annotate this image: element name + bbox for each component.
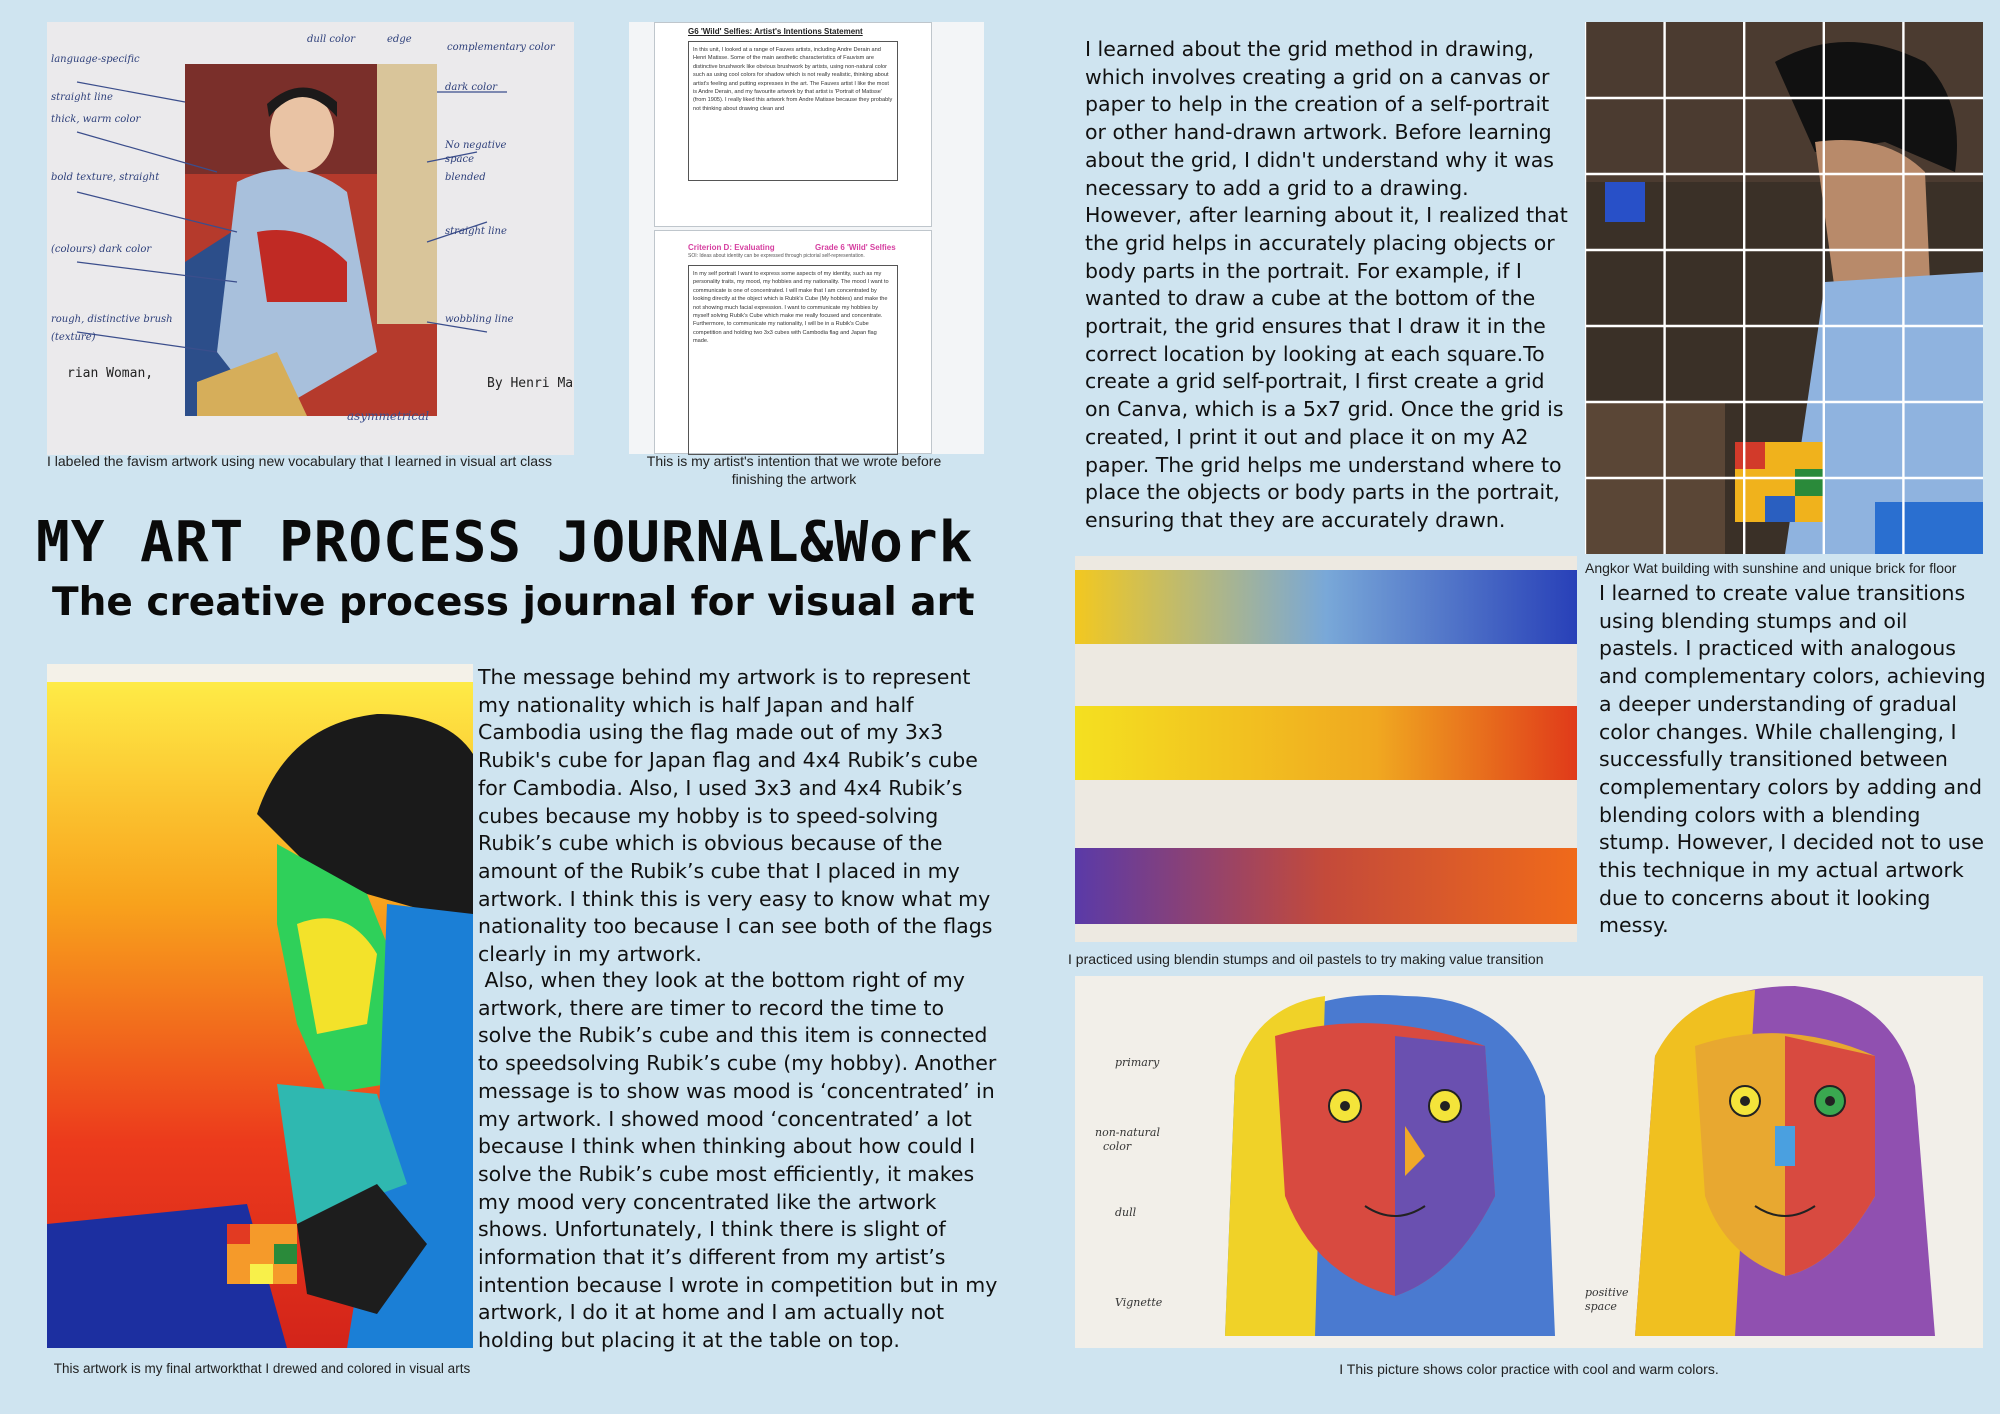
doc-header-2-left: Criterion D: Evaluating — [688, 243, 775, 252]
svg-text:dark color: dark color — [445, 82, 498, 93]
final-artwork-photo — [47, 664, 473, 1348]
svg-text:straight line: straight line — [51, 92, 113, 103]
value-transition-illustration — [1075, 556, 1577, 942]
svg-text:edge: edge — [387, 34, 412, 45]
doc-body-2: In my self portrait I want to express some aspects of my identity, such as my personality traits, my mood, my hobbies and my nationality. The mood I want to communicate is one of concentrated. I will make that I am concentrated by looking directly at the object which is Rubik's Cube (My hobbies) and make the not showing much facial expression. I want to communicate my hobbies by myself solving Rubik's Cube which make me really focused and concentrate. Furthermore, to communicate my nationality, I will be in a Rubik's Cube competition and holding two 3x3 cubes with Cambodia flag and Japan flag made. — [688, 265, 898, 455]
color-practice-caption: I This picture shows color practice with cool and warm colors. — [1339, 1361, 1719, 1377]
svg-text:(texture): (texture) — [51, 332, 96, 343]
svg-text:bold texture, straight: bold texture, straight — [51, 172, 160, 183]
doc-header-1: G6 'Wild' Selfies: Artist's Intentions Statement — [688, 27, 863, 36]
svg-text:rough, distinctive brush: rough, distinctive brush — [51, 314, 173, 325]
grid-method-paragraph: I learned about the grid method in drawing, which involves creating a grid on a canvas or paper to help in the creation of a self-portrait or other hand-drawn artwork. Before learning about the grid, I didn't understand why it was necessary to add a grid to a drawing. However, after learning about it, I realized that the grid helps in accurately placing objects or body parts in the portrait. For example, if I wanted to draw a cube at the bottom of the portrait, the grid ensures that I draw it in the correct location by looking at each square.To create a grid self-portrait, I first create a grid on Canva, which is a 5x7 grid. Once the grid is created, I print it out and place it on my A2 paper. The grid helps me understand where to place the objects or body parts in the portrait, ensuring that they are accurately drawn. — [1085, 37, 1575, 532]
svg-text:thick, warm color: thick, warm color — [51, 114, 141, 125]
svg-text:dull: dull — [1115, 1206, 1137, 1219]
favism-artwork-illustration — [47, 22, 574, 455]
annotation-henri: By Henri Ma — [487, 376, 574, 391]
doc-soi: SOI: Ideas about identity can be expressed through pictorial self-representation. — [688, 253, 865, 259]
svg-text:Vignette: Vignette — [1115, 1296, 1163, 1309]
doc-page-2 — [654, 230, 932, 454]
color-practice-illustration — [1075, 976, 1983, 1348]
page-subtitle: The creative process journal for visual art — [52, 580, 975, 625]
intention-document-screenshot — [629, 22, 984, 454]
svg-text:positive: positive — [1585, 1286, 1629, 1299]
message-paragraph-2: Also, when they look at the bottom right of my artwork, there are timer to record the time to solve the Rubik’s cube and this item is connected to speedsolving Rubik’s cube (my hobby). Another message is to show was mood is ‘concentrated’ in my artwork. I showed mood ‘concentrated’ a lot because I think when thinking about how could I solve the Rubik’s cube most efficiently, it makes my mood very concentrated like the artwork shows. Unfortunately, I think there is slight of information that it’s different from my artist’s intention because I wrote in competition but in my artwork, I do it at home and I am actually not holding but placing it at the table on top. — [478, 968, 1004, 1353]
annotation-woman: rian Woman, — [67, 366, 154, 381]
svg-text:color: color — [1103, 1140, 1132, 1153]
doc-page-1 — [654, 22, 932, 227]
message-paragraph-1: The message behind my artwork is to represent my nationality which is half Japan and half Cambodia using the flag made out of my 3x3 Rubik's cube for Japan flag and 4x4 Rubik’s cube for Cambodia. Also, I used 3x3 and 4x4 Rubik’s cubes because my hobby is to speed-solving Rubik’s cube which is obvious because of the amount of the Rubik’s cube that I placed in my artwork. I think this is very easy to know what my nationality too because I can see both of the flags clearly in my artwork. — [478, 665, 999, 967]
svg-text:dull color: dull color — [307, 34, 356, 45]
final-artwork-illustration — [47, 664, 473, 1348]
svg-text:primary: primary — [1115, 1056, 1160, 1069]
favism-caption: I labeled the favism artwork using new vocabulary that I learned in visual art class — [47, 453, 553, 469]
value-transition-caption: I practiced using blendin stumps and oil pastels to try making value transition — [1068, 951, 1544, 967]
favism-labeled-photo — [47, 22, 574, 455]
svg-text:space: space — [445, 154, 475, 165]
annotation-asymmetrical: asymmetrical — [347, 409, 430, 423]
page-title: MY ART PROCESS JOURNAL&Work — [36, 510, 974, 575]
grid-photo-illustration — [1585, 22, 1983, 554]
final-artwork-caption: This artwork is my final artworkthat I drewed and colored in visual arts — [53, 1361, 471, 1376]
svg-text:straight line: straight line — [445, 226, 507, 237]
svg-text:blended: blended — [445, 172, 486, 183]
grid-reference-photo — [1585, 22, 1983, 554]
grid-photo-caption: Angkor Wat building with sunshine and unique brick for floor — [1585, 560, 1957, 576]
svg-text:language-specific: language-specific — [51, 54, 140, 65]
svg-text:No negative: No negative — [445, 140, 507, 151]
doc-header-2-right: Grade 6 'Wild' Selfies — [815, 243, 896, 252]
svg-text:non-natural: non-natural — [1095, 1126, 1160, 1139]
svg-text:wobbling line: wobbling line — [445, 314, 514, 325]
svg-text:complementary color: complementary color — [447, 42, 555, 53]
value-transition-photo — [1075, 556, 1577, 942]
color-practice-photo — [1075, 976, 1983, 1348]
svg-text:(colours) dark color: (colours) dark color — [51, 244, 152, 255]
intention-caption: This is my artist's intention that we wrote before finishing the artwork — [646, 453, 942, 487]
value-transition-paragraph: I learned to create value transitions using blending stumps and oil pastels. I practiced with analogous and complementary colors, achieving a deeper understanding of gradual color changes. While challenging, I successfully transitioned between complementary colors by adding and blending colors with a blending stump. However, I decided not to use this technique in my actual artwork due to concerns about it looking messy. — [1599, 581, 1993, 938]
doc-body-1: In this unit, I looked at a range of Fauves artists, including Andre Derain and Henri Matisse. Some of the main aesthetic characteristics of Fauvism are distinctive brushwork like obvious brushwork by artists, using non-natural color such as using cool colors for shadow which is not really realistic, thinking about artist's feeling and putting expresses in the art. The Fauves artist I like the most is Andre Derain, and my favourite artwork by that artist is 'Portrait of Matisse' (from 1905). I really liked this artwork from Andre Matisse because they probably not thinking about drawing clean and — [688, 41, 898, 181]
svg-text:space: space — [1585, 1300, 1617, 1313]
